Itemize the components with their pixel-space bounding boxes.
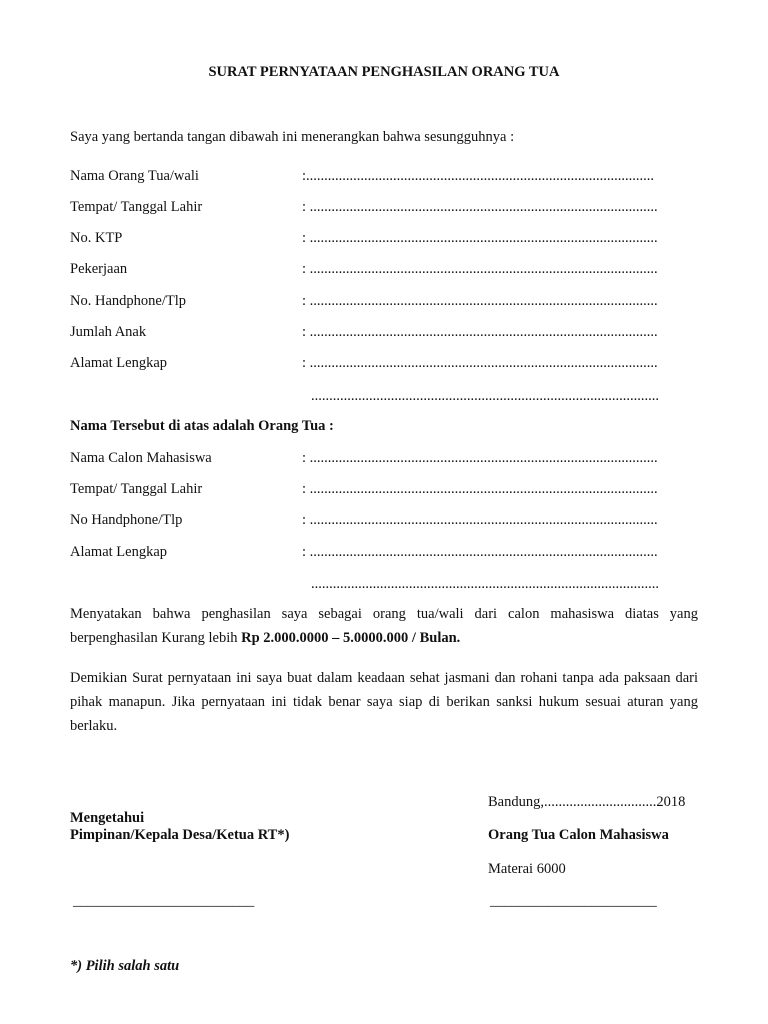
field-label: Pekerjaan bbox=[70, 261, 128, 277]
intro-text: Saya yang bertanda tangan dibawah ini menerangkan bahwa sesungguhnya : bbox=[70, 129, 515, 145]
place-date: Bandung,...............................2018 bbox=[488, 794, 686, 810]
statement-text: Menyatakan bahwa penghasilan saya sebagai orang tua/wali dari calon mahasiswa diatas yang berpenghasilan Kurang lebih bbox=[70, 606, 698, 646]
field-value: : ................................................................................................ bbox=[302, 355, 658, 371]
income-statement bbox=[70, 602, 698, 650]
field-value: : ................................................................................................ bbox=[302, 512, 658, 528]
left-signature-line: _________________________ bbox=[73, 893, 255, 909]
field-label: No Handphone/Tlp bbox=[70, 512, 183, 528]
field-value: :................................................................................................ bbox=[302, 168, 655, 184]
field-value: : ................................................................................................ bbox=[302, 261, 658, 277]
footnote: *) Pilih salah satu bbox=[70, 958, 180, 974]
field-label: Tempat/ Tanggal Lahir bbox=[70, 481, 203, 497]
field-value: : ................................................................................................ bbox=[302, 481, 658, 497]
right-signature-line: _______________________ bbox=[490, 893, 657, 909]
document-title: SURAT PERNYATAAN PENGHASILAN ORANG TUA bbox=[208, 64, 560, 80]
field-label: Alamat Lengkap bbox=[70, 544, 168, 560]
field-label: Jumlah Anak bbox=[70, 324, 147, 340]
address-continuation: ................................................................................................ bbox=[311, 388, 659, 404]
field-value: : ................................................................................................ bbox=[302, 199, 658, 215]
field-label: No. KTP bbox=[70, 230, 123, 246]
field-value: : ................................................................................................ bbox=[302, 544, 658, 560]
field-label: Nama Calon Mahasiswa bbox=[70, 450, 212, 466]
field-label: Nama Orang Tua/wali bbox=[70, 168, 199, 184]
address-continuation: ................................................................................................ bbox=[311, 576, 659, 592]
field-value: : ................................................................................................ bbox=[302, 293, 658, 309]
parent-sign-title: Orang Tua Calon Mahasiswa bbox=[488, 827, 669, 843]
acknowledged-label: Mengetahui bbox=[70, 810, 145, 826]
village-head-label: Pimpinan/Kepala Desa/Ketua RT*) bbox=[70, 827, 290, 843]
field-label: No. Handphone/Tlp bbox=[70, 293, 186, 309]
field-value: : ................................................................................................ bbox=[302, 450, 658, 466]
field-value: : ................................................................................................ bbox=[302, 230, 658, 246]
field-label: Tempat/ Tanggal Lahir bbox=[70, 199, 203, 215]
field-value: : ................................................................................................ bbox=[302, 324, 658, 340]
closing-paragraph: Demikian Surat pernyataan ini saya buat dalam keadaan sehat jasmani dan rohani tanpa ada paksaan dari pihak manapun. Jika pernyataan ini tidak benar saya siap di berikan sanksi hukum sesuai aturan yang berlaku. bbox=[70, 670, 698, 734]
stamp-duty-label: Materai 6000 bbox=[488, 861, 566, 877]
section-heading: Nama Tersebut di atas adalah Orang Tua : bbox=[70, 418, 334, 434]
income-amount: Rp 2.000.0000 – 5.0000.000 / Bulan. bbox=[241, 630, 461, 646]
field-label: Alamat Lengkap bbox=[70, 355, 168, 371]
